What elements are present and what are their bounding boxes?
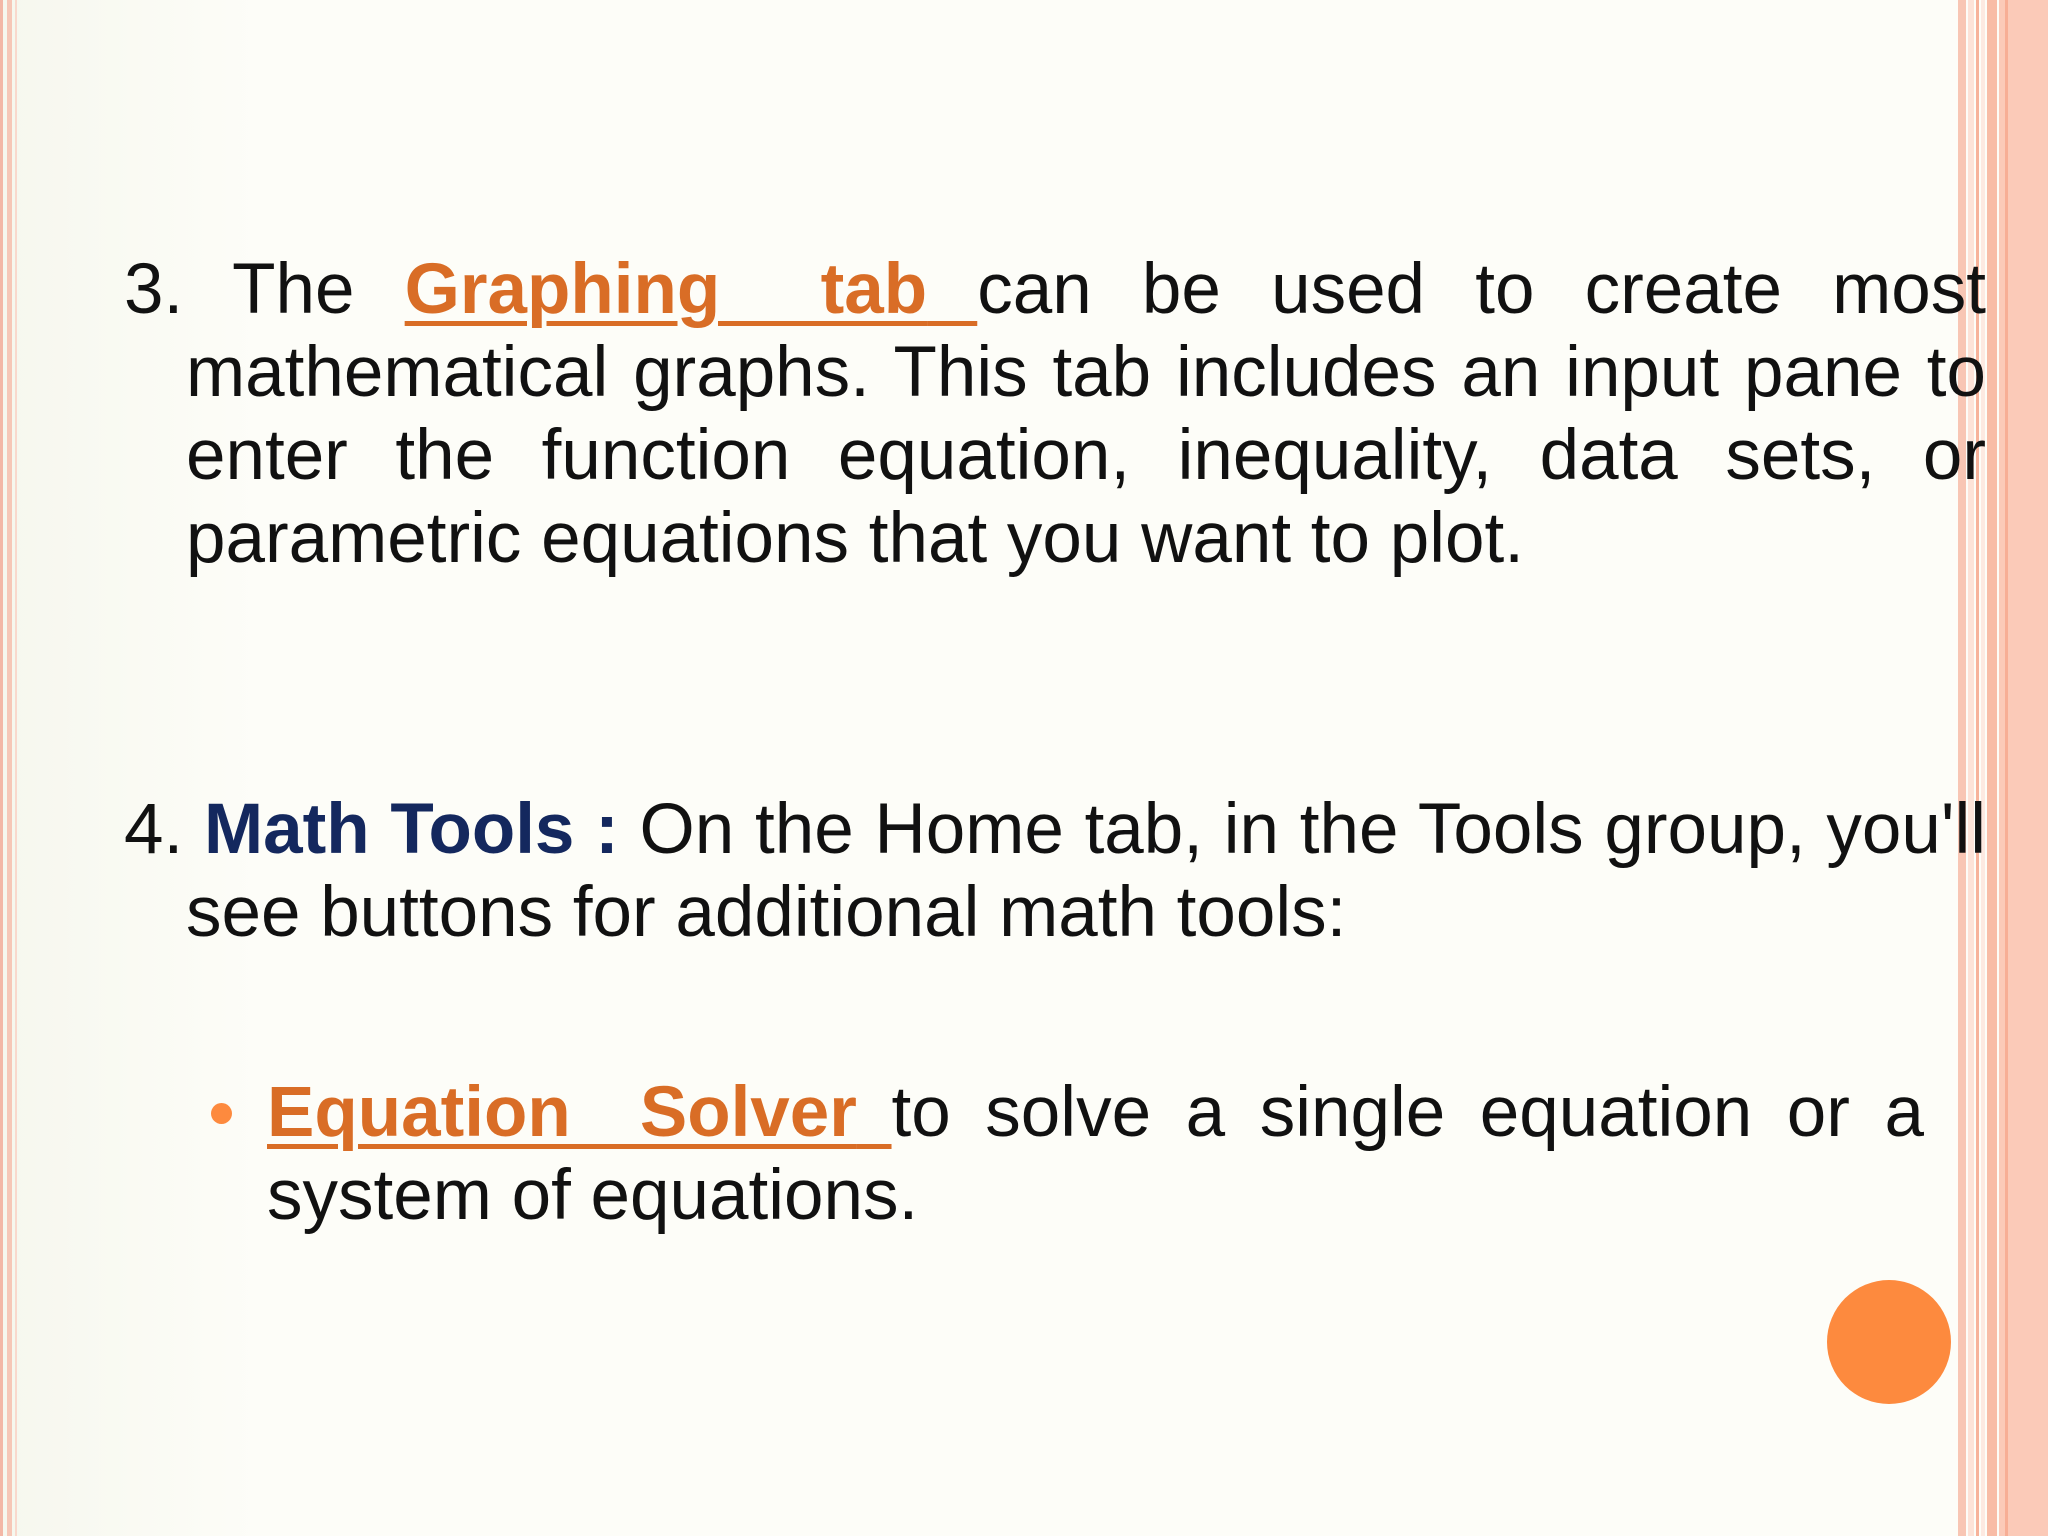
right-border-stripe	[1981, 0, 1985, 1536]
left-border-line	[7, 0, 12, 1536]
equation-solver-bullet	[267, 1071, 1924, 1237]
right-border-stripe	[1987, 0, 1997, 1536]
equation-solver-link[interactable]: Equation Solver	[267, 1073, 857, 1152]
bullet-icon	[211, 1103, 232, 1124]
graphing-tab-link[interactable]: Graphing tab	[404, 250, 928, 329]
item-3-paragraph	[124, 248, 1986, 580]
left-border-line	[0, 0, 3, 1536]
item-4-paragraph	[124, 788, 1986, 954]
right-border-stripe	[2005, 0, 2008, 1536]
left-border-line	[15, 0, 17, 1536]
right-border-stripe	[1958, 0, 1966, 1536]
right-border-stripe	[1976, 0, 1979, 1536]
math-tools-heading: Math Tools :	[203, 790, 619, 869]
equation-solver-text: to solve a single equation or a system of equations.	[267, 1073, 1925, 1235]
item-4-text: On the Home tab, in the Tools group, you'll see buttons for additional math tools:	[186, 790, 1987, 952]
right-border-stripe	[1968, 0, 1974, 1536]
item-3-number: 3. The	[124, 250, 355, 329]
item-3-text: can be used to create most mathematical graphs. This tab includes an input pane to enter the function equation, inequality, data sets, or parametric equations that you want to plot.	[186, 250, 1987, 578]
item-4-number: 4.	[124, 790, 184, 869]
decorative-orange-circle	[1827, 1280, 1951, 1404]
